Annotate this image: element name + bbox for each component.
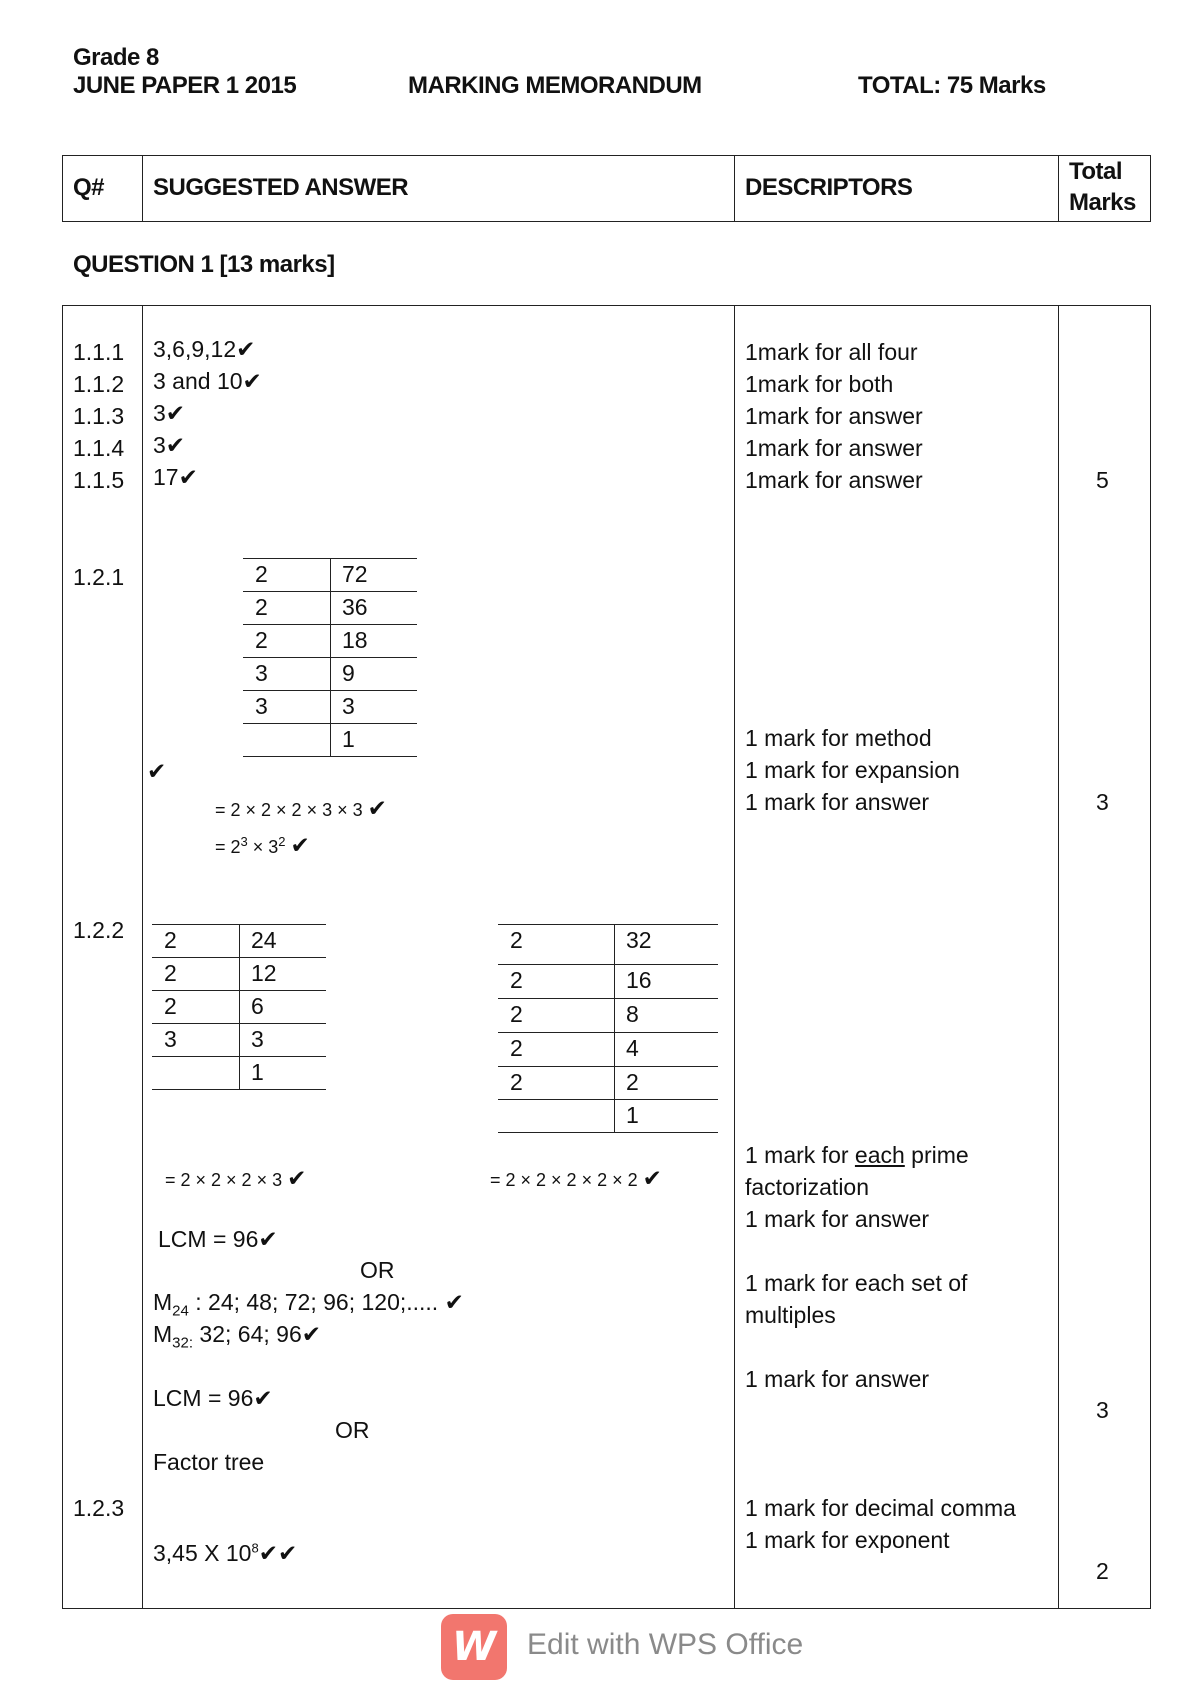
header-top-border	[62, 155, 1151, 156]
quotient: 18	[342, 627, 368, 653]
wps-logo-icon[interactable]: W	[441, 1614, 507, 1680]
q11-total: 5	[1096, 467, 1109, 493]
quotient: 32	[626, 927, 652, 953]
descriptor: factorization	[745, 1174, 870, 1200]
quotient: 6	[251, 993, 264, 1019]
method-tick: ✔	[147, 758, 167, 784]
descriptor: 1 mark for answer	[745, 789, 930, 815]
question-title: QUESTION 1 [13 marks]	[73, 251, 335, 278]
descriptor: 1 mark for each prime	[745, 1142, 969, 1168]
exponent-answer: = $2^3 \times 3^2$ ✔	[215, 832, 310, 858]
q-number: 1.2.1	[73, 564, 125, 590]
answer: 3✔	[153, 432, 186, 458]
divisor: 2	[510, 967, 523, 993]
col-header-q: Q#	[73, 174, 105, 201]
col-header-total-2: Marks	[1069, 189, 1136, 216]
divisor: 3	[164, 1026, 177, 1052]
descriptor: multiples	[745, 1302, 836, 1328]
descriptor: 1 mark for exponent	[745, 1527, 950, 1553]
q-number: 1.2.3	[73, 1495, 125, 1521]
q-number: 1.1.3	[73, 403, 125, 429]
divisor: 2	[164, 927, 177, 953]
or-divider: OR	[360, 1257, 395, 1283]
factor-tree-note: Factor tree	[153, 1449, 265, 1475]
or-divider: OR	[335, 1417, 370, 1443]
answer: 3✔	[153, 400, 186, 426]
col-header-descriptors: DESCRIPTORS	[745, 174, 913, 201]
quotient: 72	[342, 561, 368, 587]
divisor: 2	[255, 594, 268, 620]
memo-title: MARKING MEMORANDUM	[408, 72, 702, 99]
q-number: 1.1.1	[73, 339, 125, 365]
multiples-24: $M_{24}$ : 24; 48; 72; 96; 120;..... ✔	[153, 1289, 464, 1320]
col-header-answer: SUGGESTED ANSWER	[153, 174, 409, 201]
expansion: = 2 × 2 × 2 × 3 × 3 ✔	[215, 795, 387, 821]
divisor: 2	[510, 1001, 523, 1027]
descriptor: 1mark for answer	[745, 467, 923, 493]
header-bottom-border	[62, 221, 1151, 222]
divisor: 2	[164, 993, 177, 1019]
descriptor: 1 mark for each set of	[745, 1270, 968, 1296]
quotient: 1	[626, 1102, 639, 1128]
descriptor: 1mark for both	[745, 371, 894, 397]
answer: 3,6,9,12✔	[153, 336, 256, 362]
answer: 17✔	[153, 464, 198, 490]
col-header-total-1: Total	[1069, 158, 1123, 185]
quotient: 9	[342, 660, 355, 686]
paper-title: JUNE PAPER 1 2015	[73, 72, 297, 99]
descriptor: 1 mark for expansion	[745, 757, 960, 783]
q123-total: 2	[1096, 1558, 1109, 1584]
q-number: 1.1.5	[73, 467, 125, 493]
quotient: 3	[251, 1026, 264, 1052]
scientific-notation-answer: 3,45 X $10^8✔✔$	[153, 1540, 298, 1566]
divisor: 3	[255, 693, 268, 719]
descriptor: 1 mark for answer	[745, 1206, 930, 1232]
quotient: 36	[342, 594, 368, 620]
q121-total: 3	[1096, 789, 1109, 815]
lcm-answer: LCM = 96✔	[158, 1226, 278, 1252]
quotient: 3	[342, 693, 355, 719]
grade-label: Grade 8	[73, 44, 159, 71]
edit-with-wps-link[interactable]: Edit with WPS Office	[527, 1628, 804, 1661]
descriptor: 1mark for all four	[745, 339, 918, 365]
answer: 3 and 10✔	[153, 368, 262, 394]
descriptor: 1 mark for method	[745, 725, 932, 751]
divisor: 2	[510, 927, 523, 953]
expansion-24: = 2 × 2 × 2 × 3 ✔	[165, 1165, 307, 1191]
expansion-32: = 2 × 2 × 2 × 2 × 2 ✔	[490, 1165, 662, 1191]
lcm-answer: LCM = 96✔	[153, 1385, 273, 1411]
main-bottom-border	[62, 1608, 1151, 1609]
quotient: 2	[626, 1069, 639, 1095]
quotient: 8	[626, 1001, 639, 1027]
quotient: 1	[342, 726, 355, 752]
divisor: 2	[164, 960, 177, 986]
q-number: 1.1.4	[73, 435, 125, 461]
multiples-32: $M_{32:}$ 32; 64; 96✔	[153, 1321, 322, 1352]
divisor: 2	[255, 627, 268, 653]
descriptor: 1mark for answer	[745, 435, 923, 461]
divisor: 2	[510, 1069, 523, 1095]
q-number: 1.2.2	[73, 917, 125, 943]
main-top-border	[62, 305, 1151, 306]
quotient: 1	[251, 1059, 264, 1085]
quotient: 4	[626, 1035, 639, 1061]
quotient: 12	[251, 960, 277, 986]
total-marks: TOTAL: 75 Marks	[858, 72, 1046, 99]
divisor: 2	[510, 1035, 523, 1061]
quotient: 24	[251, 927, 277, 953]
q122-total: 3	[1096, 1397, 1109, 1423]
divisor: 2	[255, 561, 268, 587]
descriptor: 1 mark for decimal comma	[745, 1495, 1016, 1521]
q-number: 1.1.2	[73, 371, 125, 397]
quotient: 16	[626, 967, 652, 993]
descriptor: 1mark for answer	[745, 403, 923, 429]
divisor: 3	[255, 660, 268, 686]
descriptor: 1 mark for answer	[745, 1366, 930, 1392]
